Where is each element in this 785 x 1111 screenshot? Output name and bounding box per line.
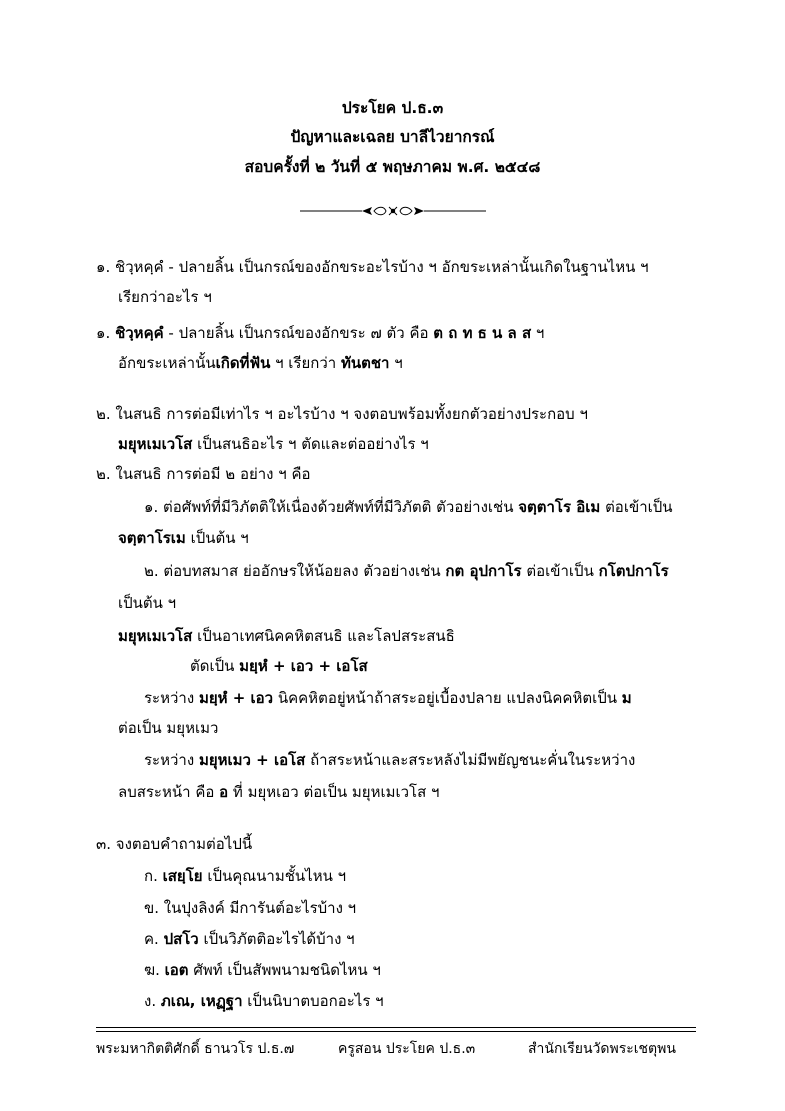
q2-cut-line — [190, 656, 368, 676]
q2-step1-line1 — [144, 688, 632, 708]
answer-text: ฯ — [531, 324, 545, 342]
ornament-divider-icon — [300, 204, 486, 218]
step-letter: อ — [219, 783, 229, 801]
q2-step2-line1 — [144, 750, 635, 770]
item-term: ภเณ, เหฏฺฐา — [160, 992, 243, 1010]
q3-item — [144, 991, 384, 1011]
example-term: กต อุปกาโร — [445, 562, 522, 580]
item-label: ฆ. — [144, 961, 165, 979]
item-term: เอต — [164, 961, 189, 979]
answer-bold: เกิดที่ฟัน — [215, 354, 271, 372]
q2-question-line2 — [118, 434, 429, 454]
example-term: จตฺตาโรเม — [118, 529, 186, 547]
cut-label: ตัดเป็น — [190, 657, 240, 675]
question-term: มยุหเมเวโส — [118, 435, 193, 453]
item-text: เป็นนิบาตบอกอะไร ฯ — [242, 992, 384, 1010]
q3-item — [144, 866, 346, 886]
analysis-term: มยุหเมเวโส — [118, 627, 193, 645]
q1-question-line2: เรียกว่าอะไร ฯ — [118, 288, 212, 306]
q2-question-line1: ๒. ในสนธิ การต่อมีเท่าไร ฯ อะไรบ้าง ฯ จงตอบพร้อมทั้งยกตัวอย่างประกอบ ฯ — [96, 405, 588, 423]
q2-item1-line1 — [144, 497, 673, 517]
item-label: ง. — [144, 992, 161, 1010]
answer-text: เป็นต้น ฯ — [185, 529, 249, 547]
answer-text: - ปลายลิ้น เป็นกรณ์ของอักขระ ๗ ตัว คือ — [163, 324, 434, 342]
q3-item — [144, 929, 355, 949]
answer-term: ชิวฺหคฺคํ — [115, 324, 164, 342]
answer-term: ทันตชา — [340, 354, 390, 372]
answer-text: ต่อเข้าเป็น — [521, 562, 599, 580]
step-text: ระหว่าง — [144, 689, 199, 707]
q3-question: ๓. จงตอบคำถามต่อไปนี้ — [96, 835, 253, 853]
answer-text: ฯ เรียกว่า — [270, 354, 341, 372]
answer-text: ๒. ต่อบทสมาส ย่ออักษรให้น้อยลง ตัวอย่างเช่น — [144, 562, 446, 580]
answer-letters: ต ถ ท ธ น ล ส — [433, 324, 532, 342]
q2-step2-line2 — [118, 782, 439, 802]
item-term: ปสโว — [163, 930, 199, 948]
q2-analysis-line — [118, 626, 455, 646]
analysis-text: เป็นอาเทศนิคคหิตสนธิ และโลปสระสนธิ — [192, 627, 455, 645]
answer-number: ๑. — [96, 324, 111, 342]
q1-answer-line1 — [96, 323, 544, 343]
step-term: มยฺหํ + เอว — [198, 689, 274, 707]
item-text: เป็นวิภัตติอะไรได้บ้าง ฯ — [198, 930, 355, 948]
step-text: ถ้าสระหน้าและสระหลังไม่มีพยัญชนะคั่นในระหว่าง — [305, 751, 636, 769]
answer-text: อักขระเหล่านั้น — [118, 354, 216, 372]
q1-answer-line2 — [118, 353, 403, 373]
answer-text: ต่อเข้าเป็น — [600, 498, 673, 516]
footer-author: พระมหากิตติศักดิ์ ธานวโร ป.ธ.๗ — [96, 1041, 295, 1057]
step-text: ระหว่าง — [144, 751, 199, 769]
cut-parts: มยฺหํ + เอว + เอโส — [239, 657, 368, 675]
step-term: มยุหเมว + เอโส — [198, 751, 306, 769]
q2-item2-line2: เป็นต้น ฯ — [118, 594, 177, 612]
q2-answer-intro: ๒. ในสนธิ การต่อมี ๒ อย่าง ฯ คือ — [96, 465, 311, 483]
example-term: จตฺตาโร อิเม — [518, 498, 601, 516]
doc-title-class: ประโยค ป.ธ.๓ — [341, 99, 444, 117]
step-text: นิคคหิตอยู่หน้าถ้าสระอยู่เบื้องปลาย แปลงนิคคหิตเป็น — [273, 689, 622, 707]
q2-item1-line2 — [118, 528, 249, 548]
footer-rule-bottom — [96, 1031, 696, 1032]
item-term: เสยฺโย — [162, 867, 203, 885]
q3-item — [144, 960, 381, 980]
footer-role: ครูสอน ประโยค ป.ธ.๓ — [338, 1041, 476, 1057]
question-text: เป็นสนธิอะไร ฯ ตัดและต่ออย่างไร ฯ — [192, 435, 429, 453]
doc-title-exam-date: สอบครั้งที่ ๒ วันที่ ๕ พฤษภาคม พ.ศ. ๒๕๔๘ — [244, 158, 541, 176]
item-text: ศัพท์ เป็นสัพพนามชนิดไหน ฯ — [188, 961, 381, 979]
step-text: ที่ มยุหเอว ต่อเป็น มยุหเมเวโส ฯ — [228, 783, 440, 801]
item-label: ก. — [144, 867, 163, 885]
q2-item2-line1 — [144, 561, 669, 581]
step-text: ลบสระหน้า คือ — [118, 783, 220, 801]
step-letter: ม — [621, 689, 632, 707]
q2-step1-line2: ต่อเป็น มยุหเมว — [118, 719, 219, 737]
answer-text: ฯ — [389, 354, 403, 372]
item-text: เป็นคุณนามชั้นไหน ฯ — [202, 867, 347, 885]
doc-title-subject: ปัญหาและเฉลย บาลีไวยากรณ์ — [290, 128, 495, 146]
item-label: ข. ในปุงลิงค์ มีการันต์อะไรบ้าง ฯ — [144, 899, 357, 917]
q1-question-line1: ๑. ชิวฺหคฺคํ - ปลายลิ้น เป็นกรณ์ของอักขระอะไรบ้าง ฯ อักขระเหล่านั้นเกิดในฐานไหน ฯ — [96, 258, 649, 276]
item-label: ค. — [144, 930, 164, 948]
q3-item — [144, 898, 356, 918]
answer-text: ๑. ต่อศัพท์ที่มีวิภัตติให้เนื่องด้วยศัพท์ที่มีวิภัตติ ตัวอย่างเช่น — [144, 498, 519, 516]
footer-school: สำนักเรียนวัดพระเชตุพน — [528, 1041, 676, 1057]
example-term: กโตปกาโร — [598, 562, 669, 580]
footer-rule-top — [96, 1027, 696, 1028]
